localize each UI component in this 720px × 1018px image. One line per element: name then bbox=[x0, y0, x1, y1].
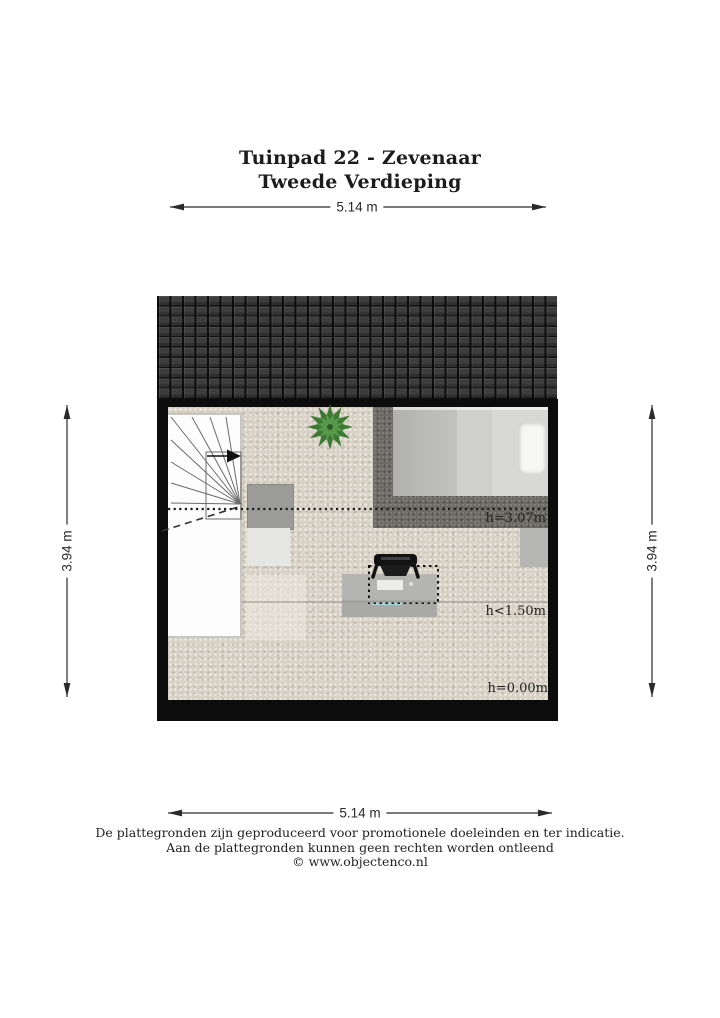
roof-tiles bbox=[157, 296, 557, 399]
bed-duvet bbox=[393, 407, 457, 496]
page-subtitle: Tweede Verdieping bbox=[258, 171, 462, 193]
nightstand bbox=[520, 528, 548, 567]
cabinet bbox=[247, 484, 294, 530]
bed-foot-edge bbox=[393, 407, 548, 410]
dimension-bottom-label: 5.14 m bbox=[333, 806, 386, 821]
wall-top bbox=[157, 399, 558, 407]
copyright-line: © www.objectenco.nl bbox=[292, 854, 428, 869]
height-label-307: h=3.07m bbox=[485, 511, 546, 526]
console-knob bbox=[409, 582, 413, 586]
dimension-right-label: 3.94 m bbox=[645, 524, 660, 577]
disclaimer-line-2: Aan de plattegronden kunnen geen rechten worden ontleend bbox=[166, 840, 554, 855]
wall-left bbox=[157, 399, 168, 721]
wall-right bbox=[547, 399, 558, 721]
height-label-150: h<1.50m bbox=[485, 604, 546, 619]
pillow bbox=[519, 423, 546, 474]
dimension-left-label: 3.94 m bbox=[60, 524, 75, 577]
floor-shadow-patch bbox=[246, 575, 306, 640]
height-label-000: h=0.00m bbox=[487, 681, 548, 696]
wall-bottom bbox=[157, 700, 558, 721]
console-drawer bbox=[377, 580, 403, 590]
dresser bbox=[247, 528, 290, 566]
bed-duvet-fold bbox=[457, 407, 492, 496]
stairwell-void bbox=[168, 413, 242, 638]
console-accent bbox=[372, 602, 402, 605]
disclaimer-line-1: De plattegronden zijn geproduceerd voor promotionele doeleinden en ter indicatie. bbox=[95, 825, 625, 840]
page-title: Tuinpad 22 - Zevenaar bbox=[238, 147, 482, 169]
dimension-top-label: 5.14 m bbox=[330, 200, 383, 215]
